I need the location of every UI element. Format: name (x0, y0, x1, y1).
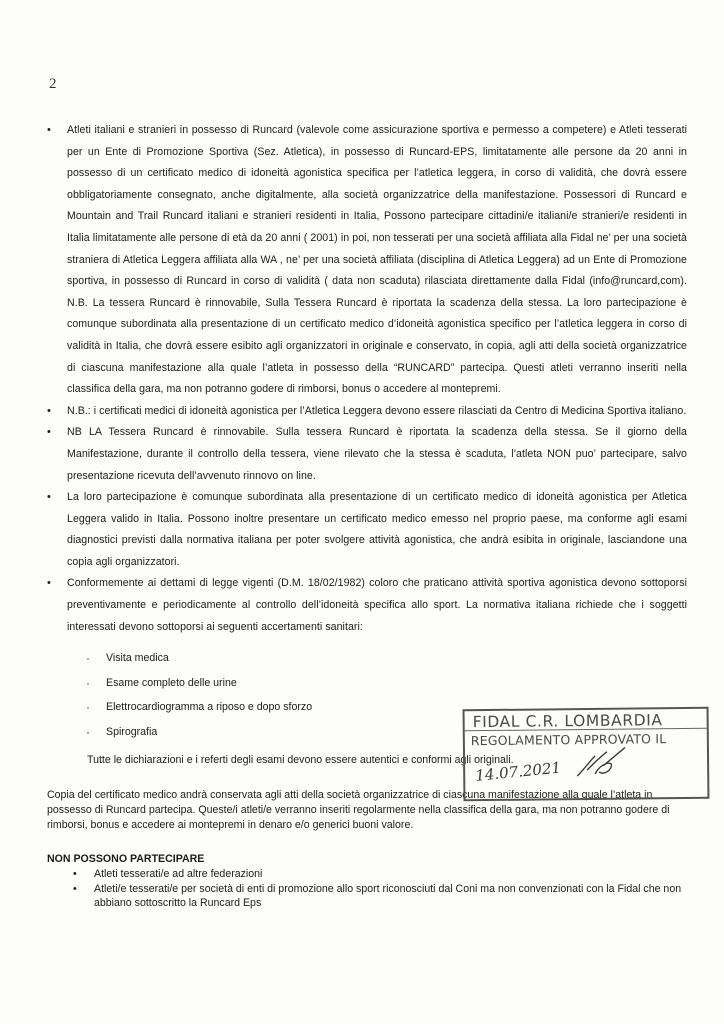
page-number: 2 (49, 76, 57, 92)
exam-item: · Elettrocardiogramma a riposo e dopo sforzo (47, 695, 687, 720)
approval-stamp (463, 707, 710, 802)
exams-note: Tutte le dichiarazioni e i referti degli esami devono essere autentici e conformi agli originali. (87, 754, 514, 767)
list-item: • Atleti/e tesserati/e per società di enti di promozione allo sport riconosciuti dal Coni ma non convenzionati con la Fidal che non abbiano sottoscritto la Runcard Eps (47, 882, 687, 911)
list-item: • Atleti tesserati/e ad altre federazioni (47, 867, 687, 882)
list-item-normativa: • Conformemente ai dettami di legge vigenti (D.M. 18/02/1982) coloro che praticano attività sportiva agonistica devono sottoporsi preventivamente e periodicamente al controllo dell’idoneità specifica allo sport. La normativa italiana richiede che i soggetti interessati devono sottoporsi ai seguenti accertamenti sanitari: (47, 573, 687, 638)
list-item-partecipazione: • La loro partecipazione è comunque subordinata alla presentazione di un certificato medico di idoneità agonistica per Atletica Leggera valido in Italia. Possono inoltre presentare un certificato medico emesso nel proprio paese, ma conforme agli esami diagnostici previsti dalla normativa italiana per poter svolgere attività agonistica, che andrà esibita in originale, lasciandone una copia agli organizzatori. (47, 487, 687, 573)
certificate-paragraph: Copia del certificato medico andrà conservata agli atti della società organizzatrice di ciascuna manifestazione alla quale l’atleta in possesso di Runcard partecipa. Queste/i atleti/e verranno inseriti regolarmente nella classifica della gara, ma non potranno godere di rimborsi, bonus e accedere ai montepremi in denaro e/o generici buoni valore. (47, 789, 670, 832)
section-heading: NON POSSONO PARTECIPARE (47, 853, 205, 866)
stamp-date: 14.07.2021 (474, 758, 562, 785)
exam-item: · Spirografia (47, 720, 687, 745)
stamp-title: FIDAL C.R. LOMBARDIA (472, 711, 663, 732)
signature-icon (573, 746, 633, 787)
stamp-subtitle: REGOLAMENTO APPROVATO IL (470, 731, 667, 749)
eligibility-list (47, 120, 687, 638)
exclusion-list (47, 867, 687, 911)
exam-item: · Visita medica (47, 646, 687, 671)
exam-item: · Esame completo delle urine (47, 671, 687, 696)
list-item-tessera: • NB LA Tessera Runcard è rinnovabile. Sulla tessera Runcard è riportata la scadenza della stessa. Se il giorno della Manifestazione, durante il controllo della tessera, viene rilevato che la stessa è scaduta, l’atleta NON puo’ partecipare, salvo presentazione ricevuta dell’avvenuto rinnovo on line. (47, 422, 687, 487)
list-item-runcard: • Atleti italiani e stranieri in possesso di Runcard (valevole come assicurazione sportiva e permesso a competere) e Atleti tesserati per un Ente di Promozione Sportiva (Sez. Atletica), in possesso di Runcard-EPS, limitatamente alle persone da 20 anni in possesso di un certificato medico di idoneità agonistica specifica per l’atletica leggera, in corso di validità, che dovrà essere obbligatoriamente consegnato, anche digitalmente, alla società organizzatrice della manifestazione. Possessori di Runcard e Mountain and Trail Runcard italiani e stranieri residenti in Italia, Possono partecipare cittadini/e italiani/e stranieri/e residenti in Italia limitatamente alle persone di età da 20 anni ( 2001) in poi, non tesserati per una società affiliata alla Fidal ne’ per una società straniera di Atletica Leggera affiliata alla WA , ne’ per una società affiliata (disciplina di Atletica Leggera) ad un Ente di Promozione sportiva, in possesso di Runcard in corso di validità ( data non scaduta) rilasciata direttamente dalla Fidal (info@runcard,com). N.B. La tessera Runcard è rinnovabile, Sulla Tessera Runcard è riportata la scadenza della stessa. La loro partecipazione è comunque subordinata alla presentazione di un certificato medico d’idoneità agonistica specifico per l’atletica leggera in corso di validità in Italia, che dovrà essere esibito agli organizzatori in originale e conservato, in copia, agli atti della società organizzatrice di ciascuna manifestazione alla quale l’atleta in possesso della “RUNCARD” partecipa. Questi atleti verranno inseriti nella classifica della gara, ma non potranno godere di rimborsi, bonus o accedere al montepremi. (47, 120, 687, 401)
list-item-certificati: • N.B.: i certificati medici di idoneità agonistica per l’Atletica Leggera devono essere rilasciati da Centro di Medicina Sportiva italiano. (47, 401, 687, 423)
